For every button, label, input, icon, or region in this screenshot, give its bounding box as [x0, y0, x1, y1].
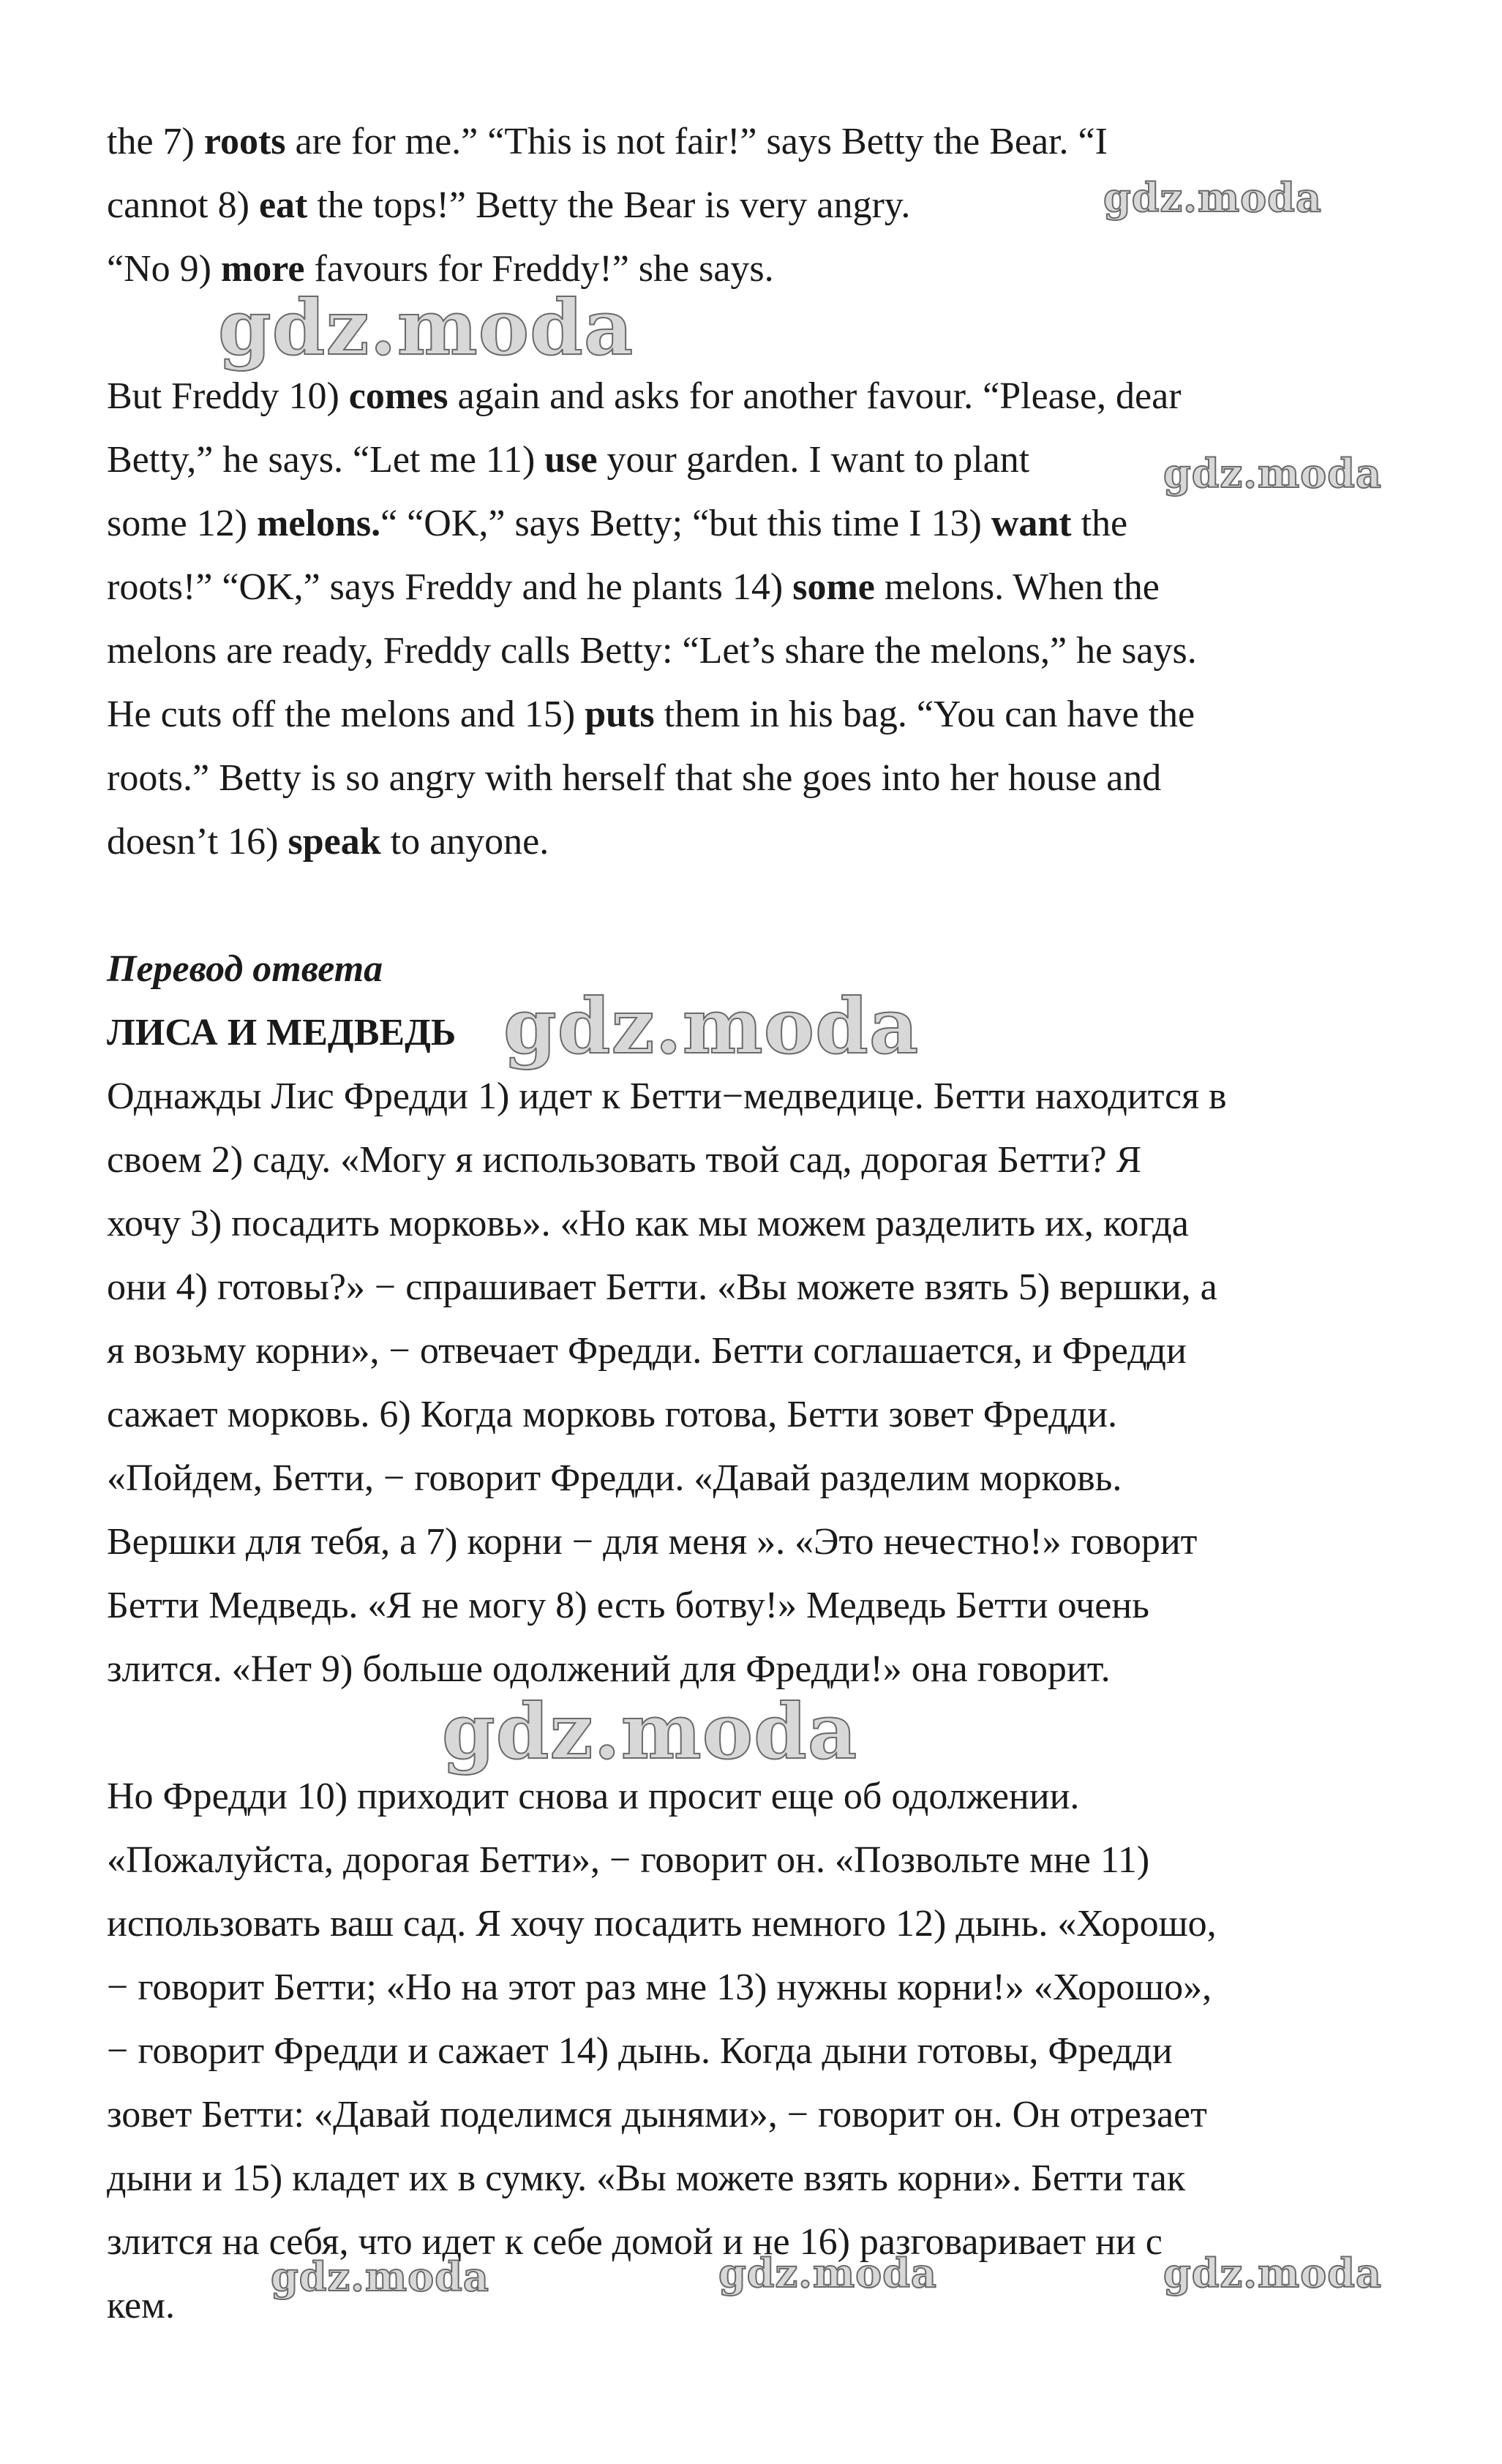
translation-p1-line: я возьму корни», − отвечает Фредди. Бетти соглашается, и Фредди: [107, 1330, 1187, 1372]
english-line-10: roots.” Betty is so angry with herself that she goes into her house and: [107, 757, 1162, 799]
document-page: [107, 110, 1409, 2337]
translation-p1-line: «Пойдем, Бетти, − говорит Фредди. «Давай разделим морковь.: [107, 1457, 1122, 1499]
translation-p1-line: своем 2) саду. «Могу я использовать твой сад, дорогая Бетти? Я: [107, 1139, 1142, 1181]
translation-p2-line: кем.: [107, 2285, 175, 2326]
english-line-5: Betty,” he says. “Let me 11) use your garden. I want to plant: [107, 439, 1030, 481]
translation-p2-line: Но Фредди 10) приходит снова и просит еще об одолжении.: [107, 1776, 1080, 1817]
translation-p2-line: дыни и 15) кладет их в сумку. «Вы можете взять корни». Бетти так: [107, 2157, 1186, 2199]
translation-p1-line: Однажды Лис Фредди 1) идет к Бетти−медведице. Бетти находится в: [107, 1075, 1227, 1117]
watermark: gdz.moda: [718, 2250, 937, 2296]
translation-p1-line: они 4) готовы?» − спрашивает Бетти. «Вы можете взять 5) вершки, а: [107, 1266, 1217, 1308]
paragraph-gap: [107, 301, 1409, 364]
english-line-11: doesn’t 16) speak to anyone.: [107, 821, 549, 863]
paragraph-gap: [107, 1701, 1409, 1765]
translation-p2-line: зовет Бетти: «Давай поделимся дынями», − говорит он. Он отрезает: [107, 2094, 1207, 2136]
translation-p2-line: − говорит Фредди и сажает 14) дынь. Когда дыни готовы, Фредди: [107, 2030, 1173, 2072]
english-line-9: He cuts off the melons and 15) puts them in his bag. “You can have the: [107, 694, 1195, 735]
english-line-4: But Freddy 10) comes again and asks for another favour. “Please, dear: [107, 375, 1182, 417]
watermark: gdz.moda: [442, 1686, 858, 1776]
watermark: gdz.moda: [503, 981, 920, 1071]
translation-p2-line: использовать ваш сад. Я хочу посадить немного 12) дынь. «Хорошо,: [107, 1903, 1217, 1945]
watermark: gdz.moda: [1103, 174, 1322, 221]
translation-p1-line: Вершки для тебя, а 7) корни − для меня ». «Это нечестно!» говорит: [107, 1521, 1198, 1563]
watermark: gdz.moda: [271, 2253, 489, 2300]
english-line-2: cannot 8) eat the tops!” Betty the Bear is very angry.: [107, 184, 911, 226]
translation-p1-line: сажает морковь. 6) Когда морковь готова, Бетти зовет Фредди.: [107, 1394, 1117, 1435]
translation-p1-line: злится. «Нет 9) больше одолжений для Фредди!» она говорит.: [107, 1648, 1111, 1690]
watermark: gdz.moda: [1163, 2250, 1382, 2296]
translation-title: ЛИСА И МЕДВЕДЬ: [107, 1012, 457, 1053]
english-line-8: melons are ready, Freddy calls Betty: “Let’s share the melons,” he says.: [107, 630, 1197, 672]
english-line-7: roots!” “OK,” says Freddy and he plants 14) some melons. When the: [107, 566, 1160, 608]
watermark: gdz.moda: [218, 282, 634, 372]
english-line-1: the 7) roots are for me.” “This is not fair!” says Betty the Bear. “I: [107, 121, 1108, 162]
translation-p1-line: хочу 3) посадить морковь». «Но как мы можем разделить их, когда: [107, 1203, 1189, 1244]
translation-p2-line: − говорит Бетти; «Но на этот раз мне 13) нужны корни!» «Хорошо»,: [107, 1967, 1212, 2008]
translation-p2-line: злится на себя, что идет к себе домой и не 16) разговаривает ни с: [107, 2221, 1163, 2263]
english-line-6: some 12) melons.“ “OK,” says Betty; “but this time I 13) want the: [107, 503, 1128, 544]
translation-heading: Перевод ответа: [107, 948, 383, 990]
english-line-3: “No 9) more favours for Freddy!” she says.: [107, 248, 774, 290]
section-gap: [107, 874, 1409, 937]
translation-p2-line: «Пожалуйста, дорогая Бетти», − говорит он. «Позвольте мне 11): [107, 1839, 1150, 1881]
watermark: gdz.moda: [1163, 450, 1382, 497]
translation-p1-line: Бетти Медведь. «Я не могу 8) есть ботву!» Медведь Бетти очень: [107, 1585, 1149, 1626]
